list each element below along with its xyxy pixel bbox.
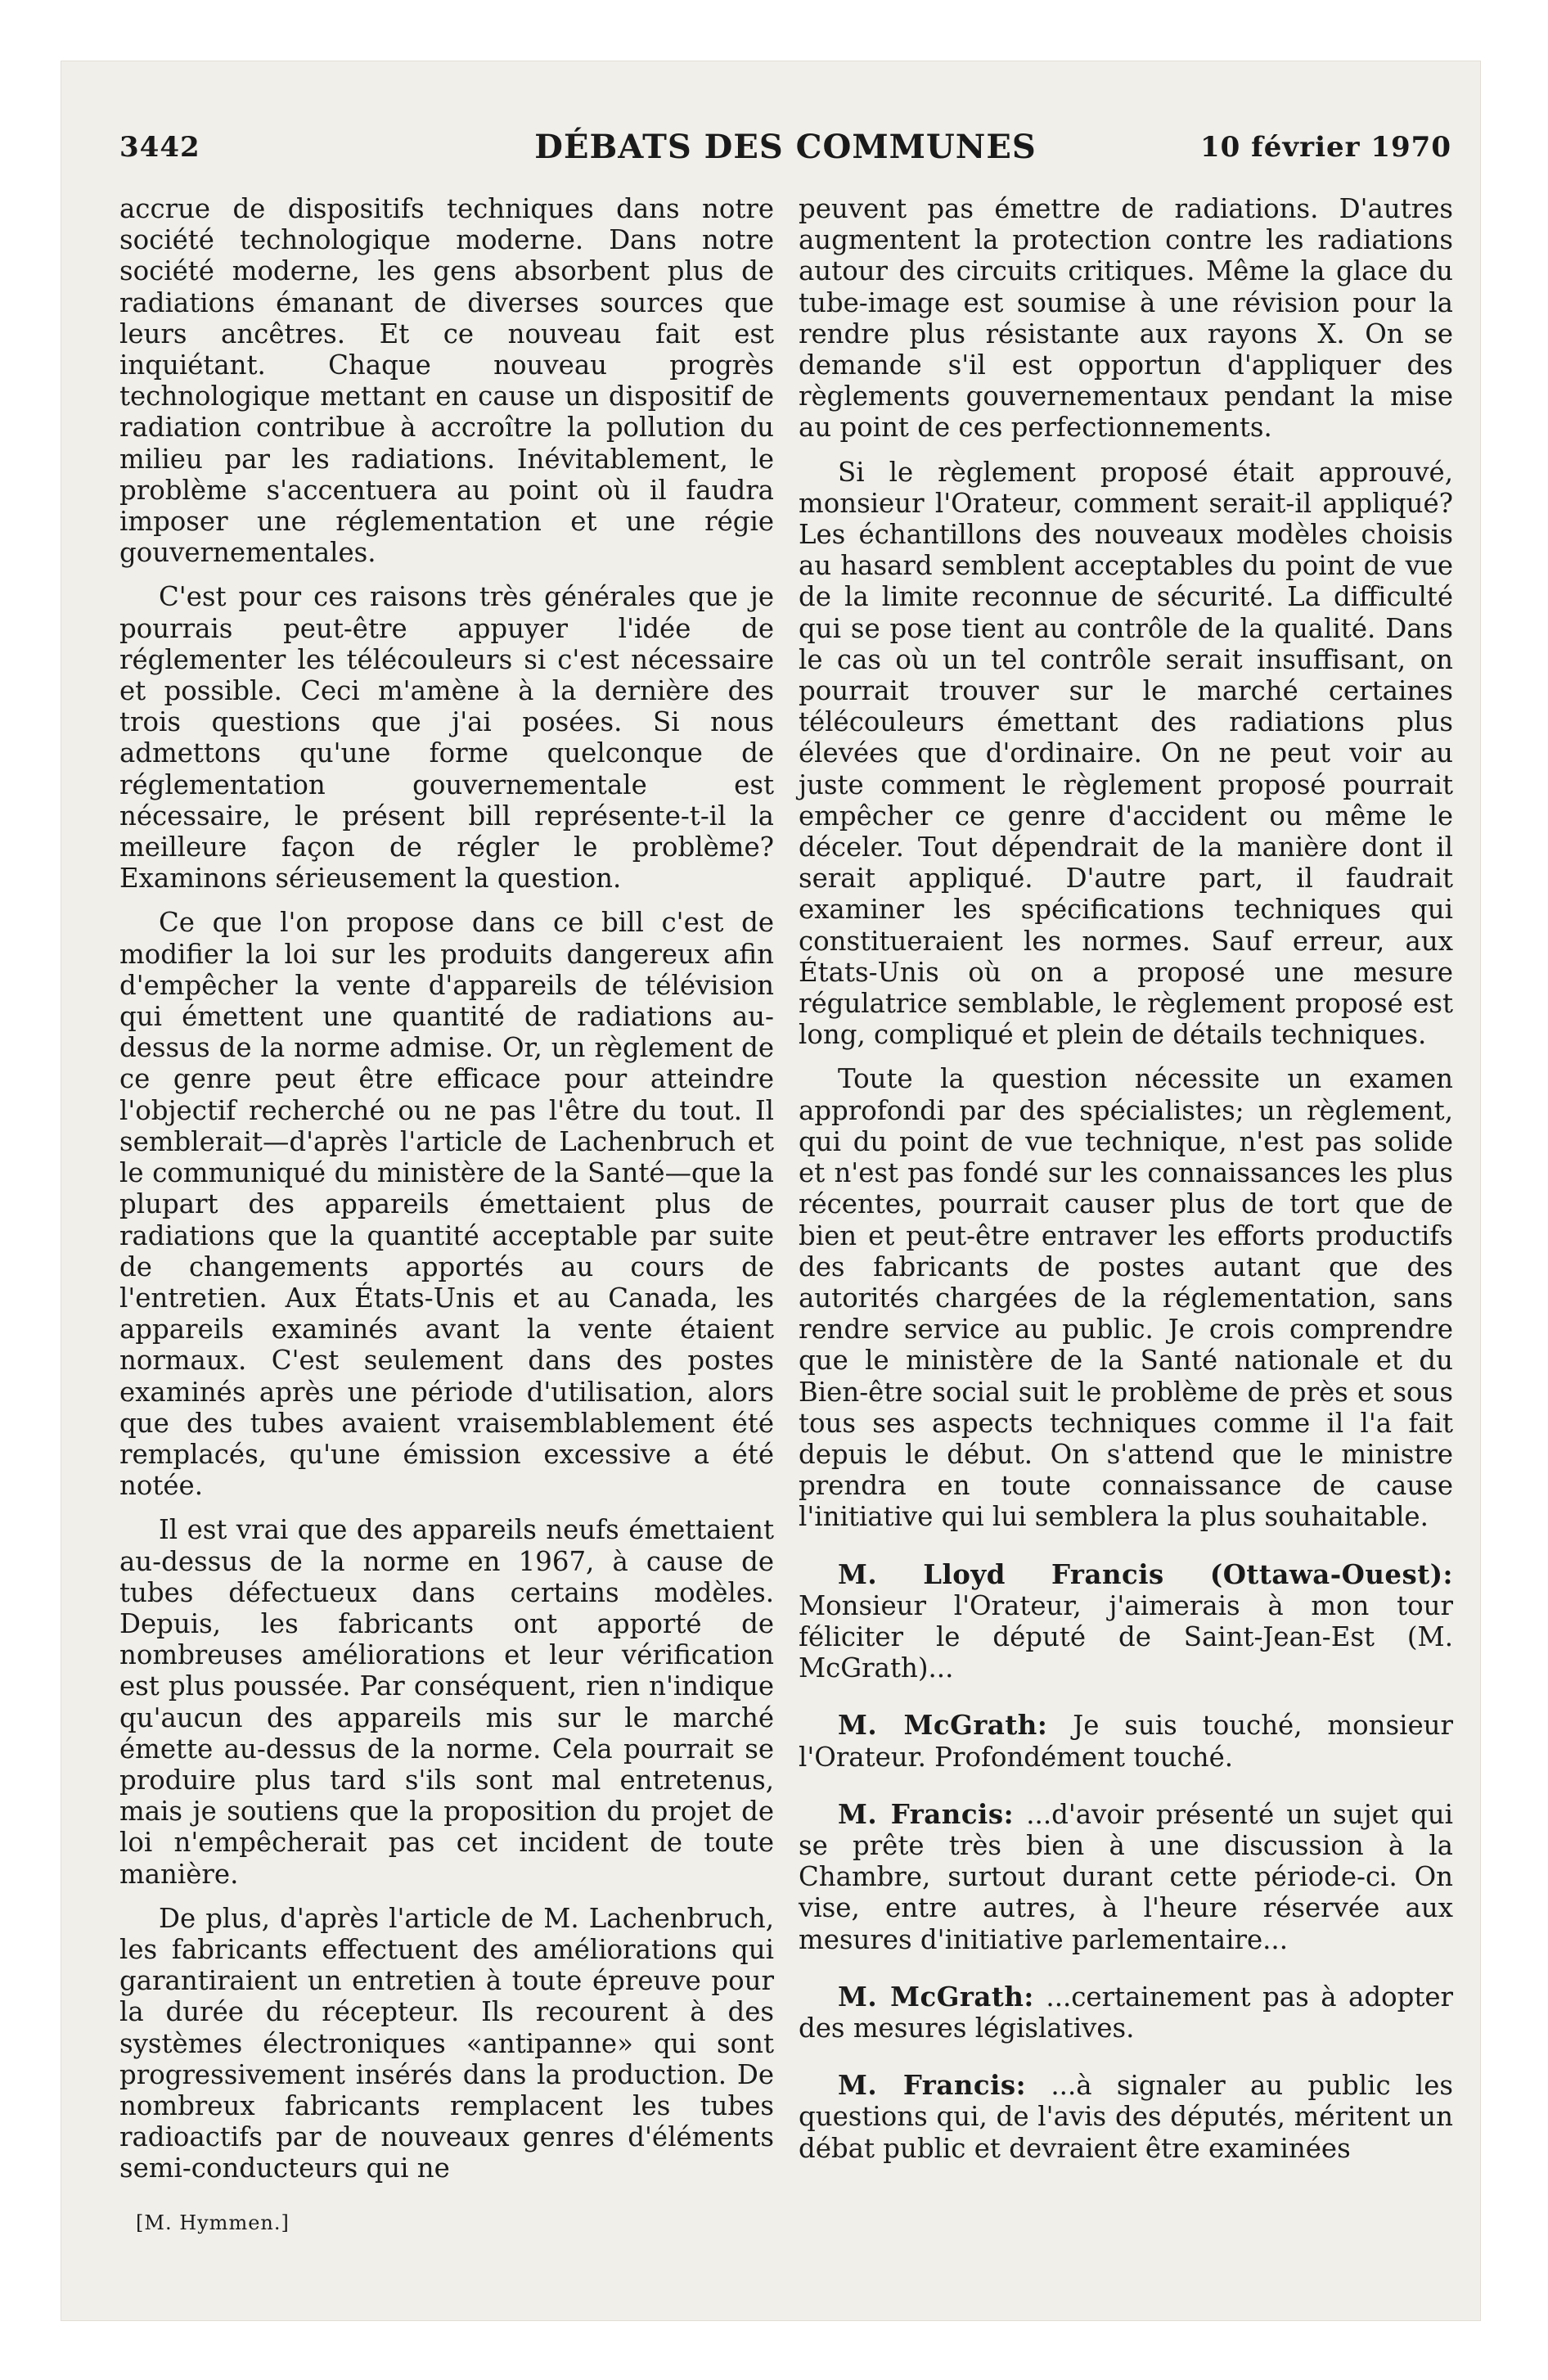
speech-text: ...certainement pas à adopter des mesures législatives. [799, 1981, 1454, 2044]
speaker-name: M. McGrath: [838, 1710, 1048, 1742]
speech-entry [799, 2070, 1453, 2164]
issue-date: 10 février 1970 [1199, 131, 1451, 164]
speech-entry [799, 1981, 1453, 2044]
page-number: 3442 [119, 131, 200, 164]
speech-text: Monsieur l'Orateur, j'aimerais à mon tour féliciter le député de Saint-Jean-Est (M. McGrath)... [799, 1589, 1453, 1684]
paragraph: C'est pour ces raisons très générales que je pourrais peut-être appuyer l'idée de réglementer les télécouleurs si c'est nécessaire et possible. Ceci m'amène à la dernière des trois questions que j'ai posées. Si nous admettons qu'une forme quelconque de réglementation gouvernementale est nécessaire, le présent bill représente-t-il la meilleure façon de régler le problème? Examinons sérieusement la question. [119, 581, 774, 895]
speaker-name: M. McGrath: [838, 1981, 1034, 2013]
paragraph: peuvent pas émettre de radiations. D'autres augmentent la protection contre les radiations autour des circuits critiques. Même la glace du tube-image est soumise à une révision pour la rendre plus résistante aux rayons X. On se demande s'il est opportun d'appliquer des règlements gouvernementaux pendant la mise au point de ces perfectionnements. [799, 193, 1453, 444]
paragraph: Ce que l'on propose dans ce bill c'est de modifier la loi sur les produits dangereux afin d'empêcher la vente d'appareils de télévision qui émettent une quantité de radiations au-dessus de la norme admise. Or, un règlement de ce genre peut être efficace pour atteindre l'objectif recherché ou ne pas l'être du tout. Il semblerait—d'après l'article de Lachenbruch et le communiqué du ministère de la Santé—que la plupart des appareils émettaient plus de radiations que la quantité acceptable par suite de changements apportés au cours de l'entretien. Aux États-Unis et au Canada, les appareils examinés avant la vente étaient normaux. C'est seulement dans des postes examinés après une période d'utilisation, alors que des tubes avaient vraisemblablement été remplacés, qu'une émission excessive a été notée. [119, 907, 774, 1502]
speaker-name: M. Francis: [838, 1798, 1015, 1830]
publication-title: DÉBATS DES COMMUNES [534, 128, 1037, 166]
paragraph: De plus, d'après l'article de M. Lachenbruch, les fabricants effectuent des améliorations qui garantiraient un entretien à toute épreuve pour la durée du récepteur. Ils recourent à des systèmes électroniques «antipanne» qui sont progressivement insérés dans la production. De nombreux fabricants remplacent les tubes radioactifs par de nouveaux genres d'éléments semi-conducteurs qui ne [119, 1902, 774, 2184]
paragraph: accrue de dispositifs techniques dans notre société technologique moderne. Dans notre société moderne, les gens absorbent plus de radiations émanant de diverses sources que leurs ancêtres. Et ce nouveau fait est inquiétant. Chaque nouveau progrès technologique mettant en cause un dispositif de radiation contribue à accroître la pollution du milieu par les radiations. Inévitablement, le problème s'accentuera au point où il faudra imposer une réglementation et une régie gouvernementales. [119, 193, 774, 569]
left-column [119, 193, 774, 2197]
speech-entry [799, 1799, 1453, 1955]
speaker-footnote: [M. Hymmen.] [136, 2211, 290, 2234]
speech-text: ...à signaler au public les questions qui, de l'avis des députés, méritent un débat public et devraient être examinées [799, 2070, 1454, 2164]
paragraph: Il est vrai que des appareils neufs émettaient au-dessus de la norme en 1967, à cause de tubes défectueux dans certains modèles. Depuis, les fabricants ont apporté de nombreuses améliorations et leur vérification est plus poussée. Par conséquent, rien n'indique qu'aucun des appareils mis sur le marché émette au-dessus de la norme. Cela pourrait se produire plus tard s'ils sont mal entretenus, mais je soutiens que la proposition du projet de loi n'empêcherait pas cet incident de toute manière. [119, 1514, 774, 1890]
speech-text: ...d'avoir présenté un sujet qui se prête très bien à une discussion à la Chambre, surtout durant cette période-ci. On vise, entre autres, à l'heure réservée aux mesures d'initiative parlementaire... [799, 1798, 1454, 1955]
right-column [799, 193, 1453, 2190]
speaker-name: M. Lloyd Francis (Ottawa-Ouest): [838, 1558, 1453, 1590]
speech-entry [799, 1710, 1453, 1772]
page-header [119, 123, 1451, 172]
speech-entry [799, 1559, 1453, 1684]
speaker-name: M. Francis: [838, 2070, 1027, 2102]
speech-text: Je suis touché, monsieur l'Orateur. Profondément touché. [799, 1710, 1454, 1773]
paragraph: Si le règlement proposé était approuvé, monsieur l'Orateur, comment serait-il appliqué? Les échantillons des nouveaux modèles choisis au hasard semblent acceptables du point de vue de la limite reconnue de sécurité. La difficulté qui se pose tient au contrôle de la qualité. Dans le cas où un tel contrôle serait insuffisant, on pourrait trouver sur le marché certaines télécouleurs émettant des radiations plus élevées que d'ordinaire. On ne peut voir au juste comment le règlement proposé pourrait empêcher ce genre d'accident ou même le déceler. Tout dépendrait de la manière dont il serait appliqué. D'autre part, il faudrait examiner les spécifications techniques qui constitueraient les normes. Sauf erreur, aux États-Unis où on a proposé une mesure régulatrice semblable, le règlement proposé est long, compliqué et plein de détails techniques. [799, 456, 1453, 1051]
paragraph: Toute la question nécessite un examen approfondi par des spécialistes; un règlement, qui du point de vue technique, n'est pas solide et n'est pas fondé sur les connaissances les plus récentes, pourrait causer plus de tort que de bien et peut-être entraver les efforts productifs des fabricants de postes autant que des autorités chargées de la réglementation, sans rendre service au public. Je crois comprendre que le ministère de la Santé nationale et du Bien-être social suit le problème de près et sous tous ses aspects techniques comme il l'a fait depuis le début. On s'attend que le ministre prendra en toute connaissance de cause l'initiative qui lui semblera la plus souhaitable. [799, 1063, 1453, 1533]
